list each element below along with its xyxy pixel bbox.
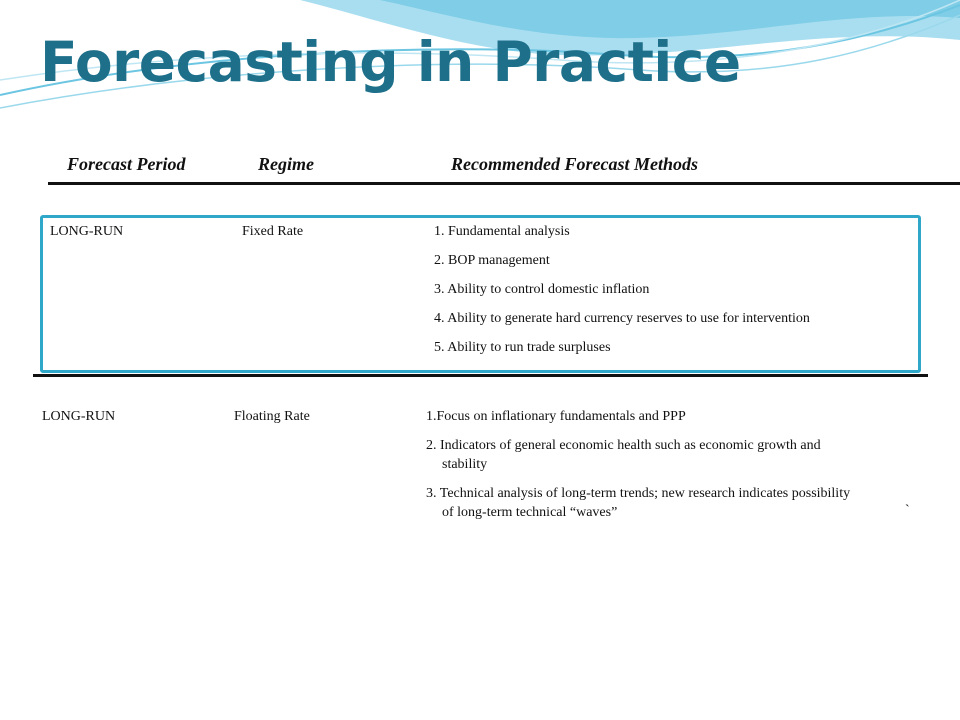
row-separator-rule xyxy=(33,374,928,377)
row2-method-3: 3. Technical analysis of long-term trends; new research indicates possibility xyxy=(426,486,851,501)
row2-period: LONG-RUN xyxy=(42,409,116,424)
row1-method-2: 2. BOP management xyxy=(434,253,550,268)
header-rule xyxy=(48,182,960,185)
row1-method-1: 1. Fundamental analysis xyxy=(434,224,570,239)
row2-regime: Floating Rate xyxy=(234,409,310,424)
row1-method-5: 5. Ability to run trade surpluses xyxy=(434,340,611,355)
header-forecast-period: Forecast Period xyxy=(67,154,186,174)
row2-method-2-cont: stability xyxy=(442,457,488,472)
row2-method-2: 2. Indicators of general economic health such as economic growth and xyxy=(426,438,821,453)
header-methods: Recommended Forecast Methods xyxy=(451,154,698,174)
row2-method-3-cont: of long-term technical “waves” xyxy=(442,505,618,520)
row1-regime: Fixed Rate xyxy=(242,224,304,239)
header-regime: Regime xyxy=(258,154,314,174)
row1-method-3: 3. Ability to control domestic inflation xyxy=(434,282,650,297)
row1-period: LONG-RUN xyxy=(50,224,124,239)
slide-title: Forecasting in Practice xyxy=(40,30,741,94)
row2-method-1: 1.Focus on inflationary fundamentals and PPP xyxy=(426,409,686,424)
stray-backtick: ` xyxy=(905,503,910,518)
row1-method-4: 4. Ability to generate hard currency reserves to use for intervention xyxy=(434,311,810,326)
